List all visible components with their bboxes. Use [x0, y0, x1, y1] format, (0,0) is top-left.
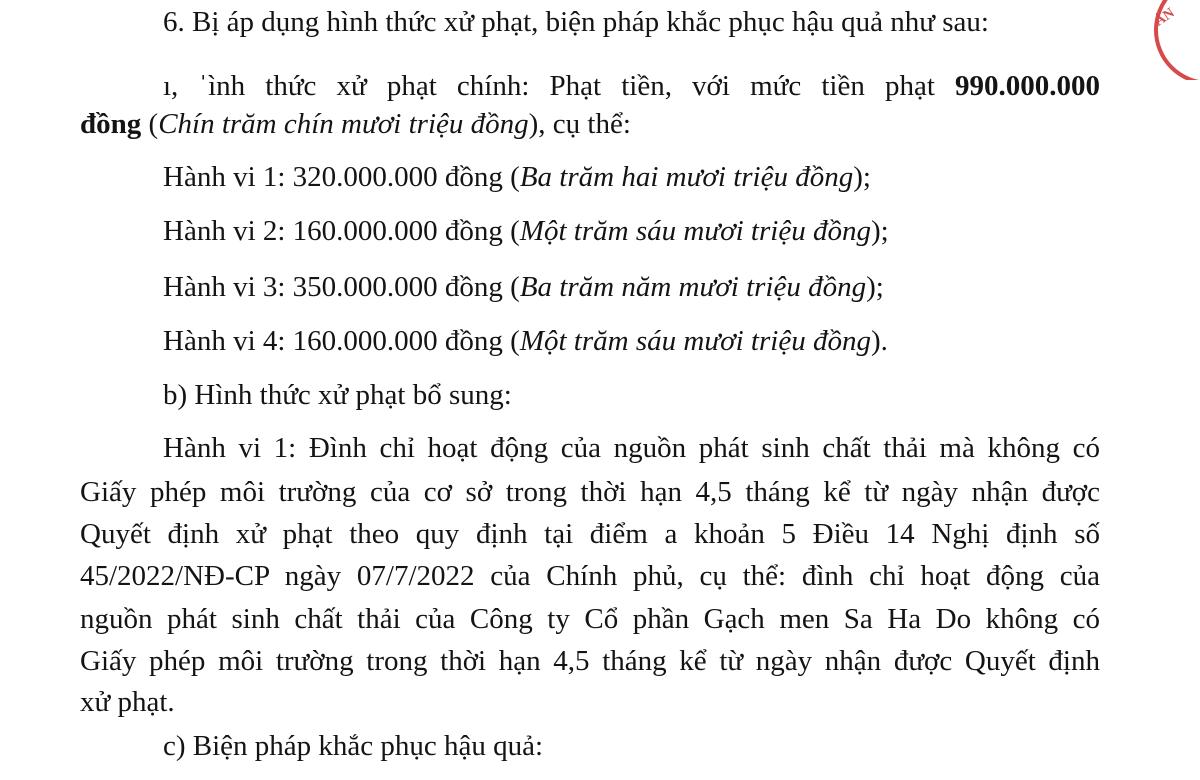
violation-amount-words: Một trăm sáu mươi triệu đồng	[519, 325, 871, 357]
violation-end: );	[853, 161, 871, 193]
violation-1-fine	[163, 163, 871, 192]
stamp-text: ÁN	[1152, 5, 1178, 30]
section-b-paragraph-line-1: Hành vi 1: Đình chỉ hoạt động của nguồn phát sinh chất thải mà không có	[163, 432, 1100, 464]
violation-label: Hành vi 2: 160.000.000 đồng (	[163, 215, 520, 247]
violation-3-fine	[163, 273, 884, 302]
section-c-heading: c) Biện pháp khắc phục hậu quả:	[163, 730, 544, 762]
section-a-line-end: ), cụ thể:	[528, 108, 631, 140]
currency-dong-bold: đồng	[80, 108, 142, 140]
section-a-line-1	[163, 72, 1100, 101]
section-b-paragraph-line-5: nguồn phát sinh chất thải của Công ty Cổ phần Gạch men Sa Ha Do không có	[80, 603, 1100, 635]
violation-label: Hành vi 3: 350.000.000 đồng (	[163, 271, 520, 303]
section-b-paragraph-line-7: xử phạt.	[80, 686, 175, 718]
section-a-open-paren: (	[141, 108, 159, 140]
violation-amount-words: Ba trăm hai mươi triệu đồng	[519, 161, 854, 193]
section-b-paragraph-line-3: Quyết định xử phạt theo quy định tại điểm a khoản 5 Điều 14 Nghị định số	[80, 518, 1100, 550]
violation-4-fine	[163, 327, 888, 356]
section-b-heading: b) Hình thức xử phạt bổ sung:	[163, 379, 512, 411]
violation-label: Hành vi 1: 320.000.000 đồng (	[163, 161, 520, 193]
violation-end: ).	[870, 325, 888, 357]
violation-label: Hành vi 4: 160.000.000 đồng (	[163, 325, 520, 357]
section-b-paragraph-line-2: Giấy phép môi trường của cơ sở trong thời hạn 4,5 tháng kể từ ngày nhận được	[80, 476, 1100, 508]
violation-2-fine	[163, 217, 889, 246]
violation-end: );	[866, 271, 884, 303]
fine-total-amount: 990.000.000	[955, 70, 1100, 102]
section-b-paragraph-line-4: 45/2022/NĐ-CP ngày 07/7/2022 của Chính phủ, cụ thể: đình chỉ hoạt động của	[80, 560, 1100, 592]
section-a-prefix: ı, ˈ	[163, 70, 209, 102]
red-stamp-icon	[1145, 0, 1200, 80]
heading-6: 6. Bị áp dụng hình thức xử phạt, biện pháp khắc phục hậu quả như sau:	[163, 6, 989, 38]
violation-amount-words: Một trăm sáu mươi triệu đồng	[519, 215, 871, 247]
section-a-text-start: ình thức xử phạt chính: Phạt tiền, với mức tiền phạt	[208, 70, 955, 102]
violation-amount-words: Ba trăm năm mươi triệu đồng	[519, 271, 867, 303]
section-b-paragraph-line-6: Giấy phép môi trường trong thời hạn 4,5 tháng kể từ ngày nhận được Quyết định	[80, 645, 1100, 677]
fine-total-in-words: Chín trăm chín mươi triệu đồng	[158, 108, 529, 140]
violation-end: );	[870, 215, 889, 247]
section-a-line-2	[80, 110, 631, 139]
